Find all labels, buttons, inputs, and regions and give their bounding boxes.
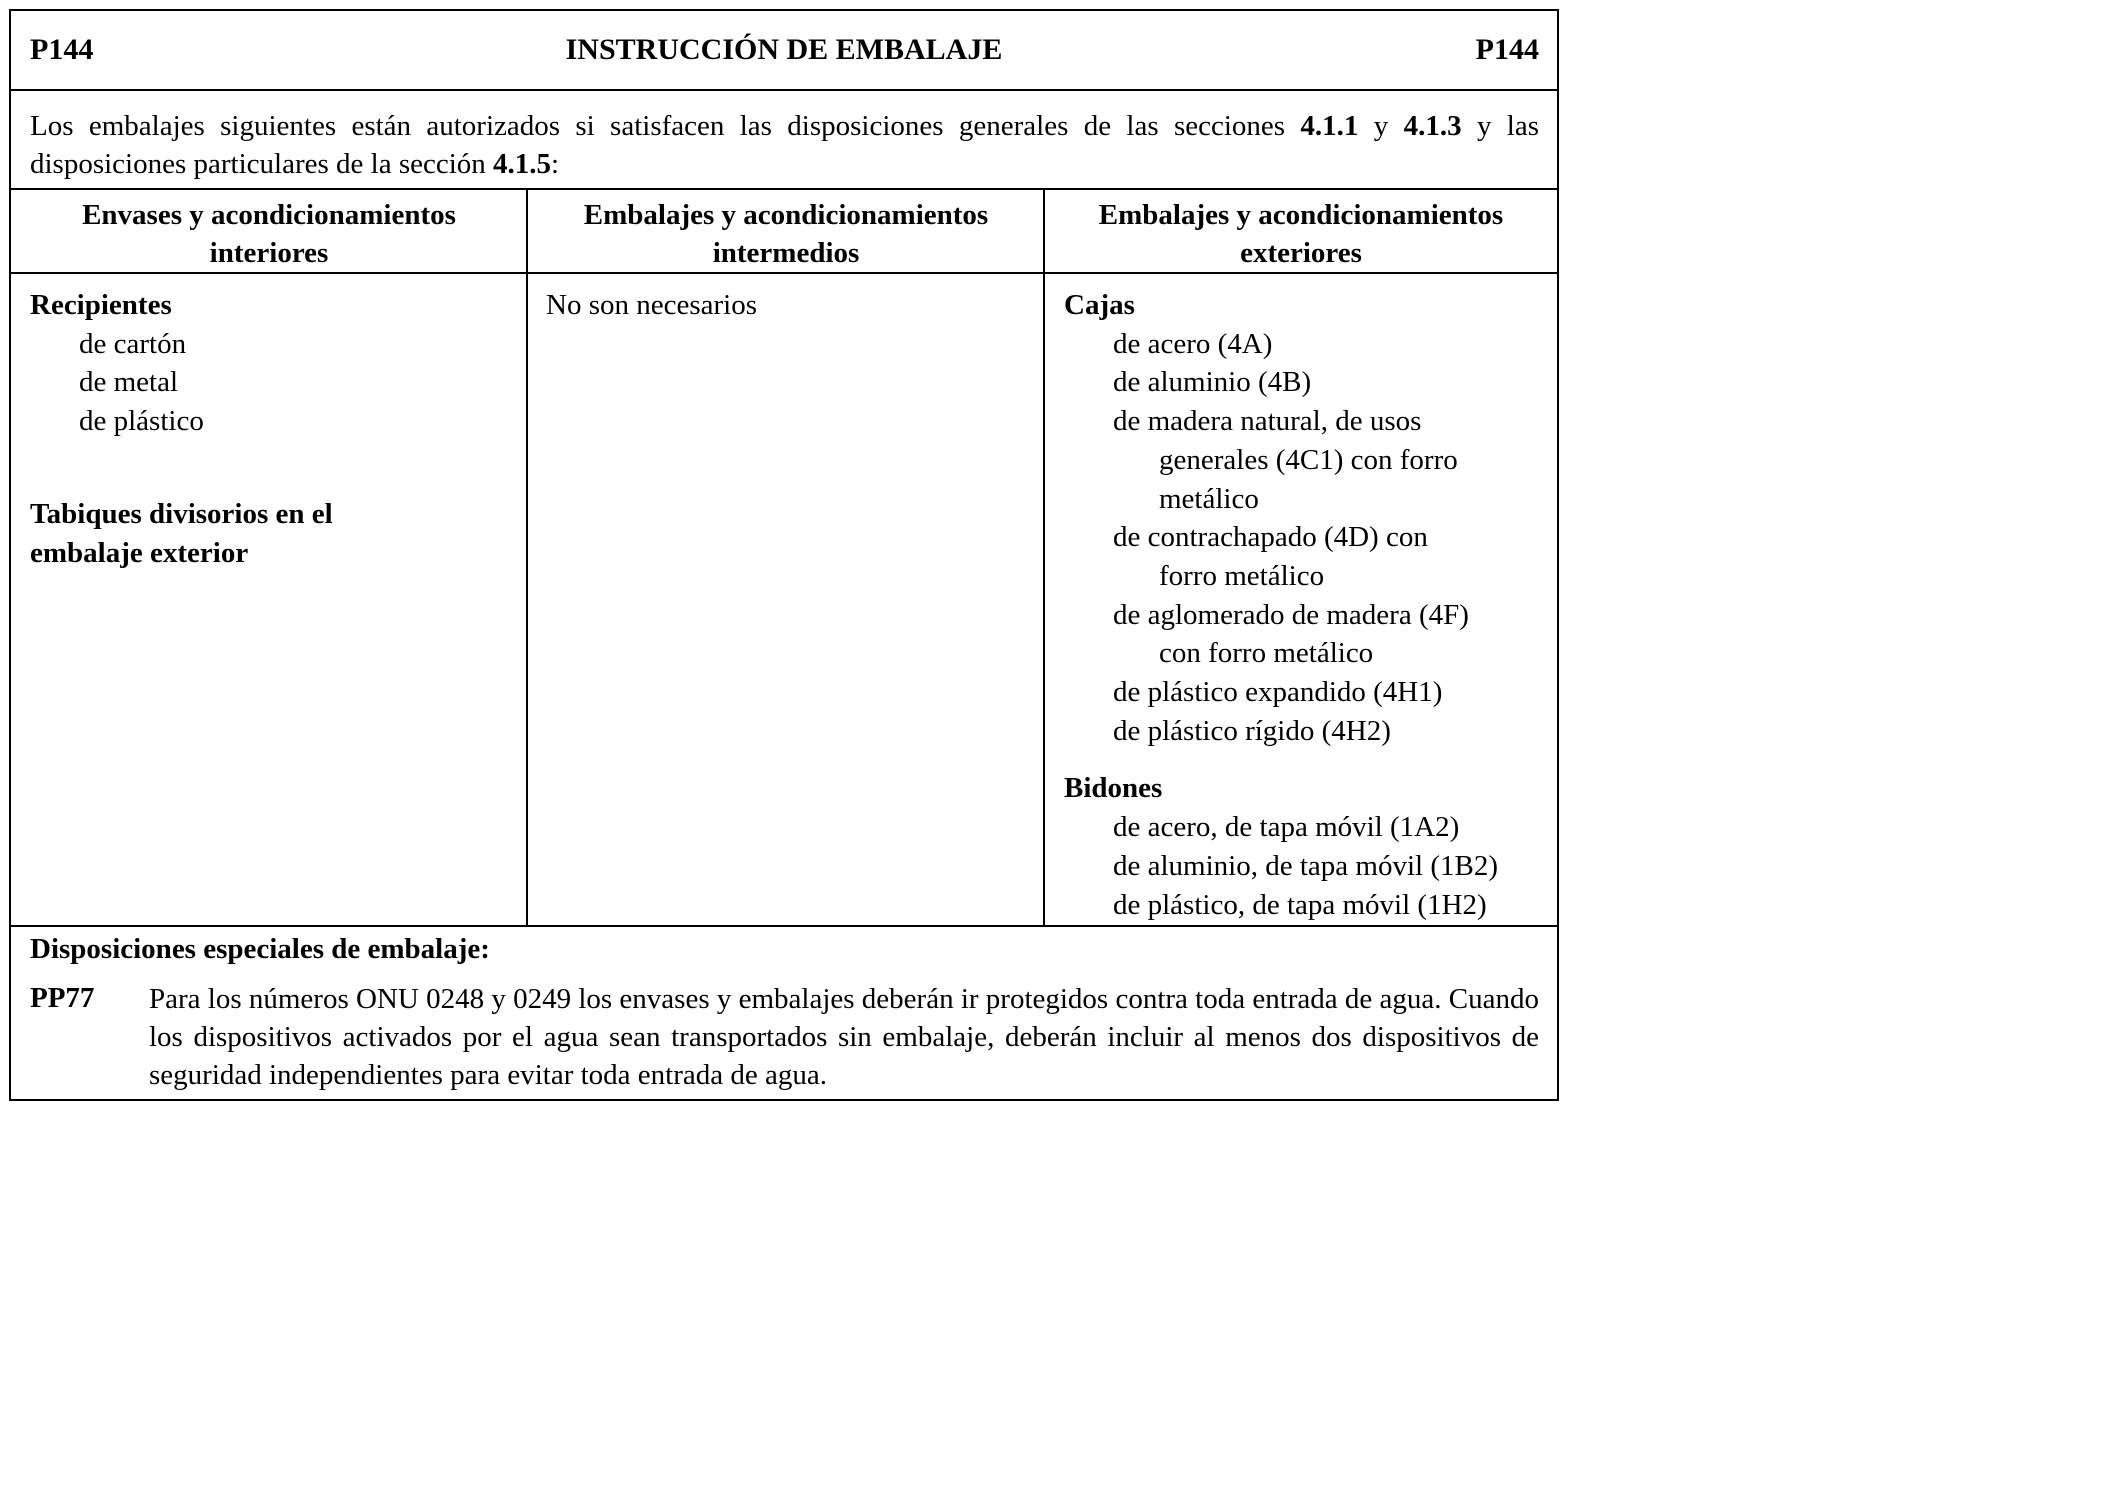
special-provisions-title: Disposiciones especiales de embalaje: bbox=[30, 933, 490, 965]
divider bbox=[11, 925, 1557, 927]
divider bbox=[11, 272, 1557, 274]
cell-text: No son necesarios bbox=[546, 289, 758, 321]
column-header-line: Envases y acondicionamientos bbox=[82, 199, 456, 231]
column-header-line: intermedios bbox=[712, 237, 860, 269]
intro-text: y bbox=[1358, 110, 1404, 142]
section-ref: 4.1.3 bbox=[1403, 110, 1462, 142]
column-header-line: Embalajes y acondicionamientos bbox=[583, 199, 989, 231]
list-item: de plástico expandido (4H1) bbox=[1113, 676, 1443, 709]
column-header-line: Embalajes y acondicionamientos bbox=[1098, 199, 1504, 231]
list-item: de madera natural, de usos bbox=[1113, 405, 1422, 438]
intro-text: y las disposiciones particulares de la sección bbox=[30, 110, 1539, 180]
provision-text: Para los números ONU 0248 y 0249 los envases y embalajes deberán ir protegidos contra toda entrada de agua. Cuando los dispositivos activados por el agua sean transportados sin embalaje, deberán incluir al menos dos dispositivos de seguridad independientes para evitar toda entrada de agua. bbox=[149, 983, 1540, 1091]
list-item: de aluminio, de tapa móvil (1B2) bbox=[1113, 849, 1498, 882]
divider bbox=[11, 188, 1557, 190]
list-item: de plástico bbox=[79, 405, 204, 438]
list-item: de plástico, de tapa móvil (1H2) bbox=[1113, 888, 1487, 921]
packing-instruction-table bbox=[9, 9, 1559, 1101]
list-item: metálico bbox=[1159, 482, 1259, 515]
page-title: INSTRUCCIÓN DE EMBALAJE bbox=[565, 33, 1003, 66]
column-divider bbox=[1043, 188, 1045, 927]
list-item: de plástico rígido (4H2) bbox=[1113, 714, 1391, 747]
cell-inner-packagings bbox=[30, 286, 510, 572]
column-header-outer bbox=[1045, 196, 1557, 274]
list-item: generales (4C1) con forro bbox=[1159, 443, 1458, 476]
intro-text: Los embalajes siguientes están autorizados si satisfacen las disposiciones generales de las secciones bbox=[30, 110, 1301, 142]
cell-intermediate-packagings bbox=[546, 286, 1026, 325]
intro-text: : bbox=[551, 148, 560, 180]
group-title: embalaje exterior bbox=[30, 536, 249, 569]
list-item: de cartón bbox=[79, 327, 187, 360]
group-title: Cajas bbox=[1064, 289, 1135, 321]
column-header-inner bbox=[11, 196, 527, 274]
instruction-code-left: P144 bbox=[30, 33, 94, 66]
list-item: forro metálico bbox=[1159, 559, 1325, 592]
list-item: de aglomerado de madera (4F) bbox=[1113, 598, 1469, 631]
column-header-line: interiores bbox=[209, 237, 329, 269]
cell-outer-packagings bbox=[1064, 286, 1544, 924]
list-item: con forro metálico bbox=[1159, 637, 1374, 670]
section-ref: 4.1.5 bbox=[493, 148, 552, 180]
list-item: de acero (4A) bbox=[1113, 327, 1273, 360]
column-divider bbox=[526, 188, 528, 927]
list-item: de contrachapado (4D) con bbox=[1113, 521, 1428, 554]
section-ref: 4.1.1 bbox=[1300, 110, 1359, 142]
group-title: Tabiques divisorios en el bbox=[30, 497, 333, 530]
column-header-intermediate bbox=[528, 196, 1044, 274]
column-header-line: exteriores bbox=[1240, 237, 1362, 269]
instruction-code-right: P144 bbox=[1475, 33, 1539, 66]
group-title: Bidones bbox=[1064, 772, 1163, 805]
title-row bbox=[11, 11, 1557, 89]
divider bbox=[11, 89, 1557, 91]
list-item: de aluminio (4B) bbox=[1113, 366, 1312, 399]
list-item: de metal bbox=[79, 366, 179, 399]
list-item: de acero, de tapa móvil (1A2) bbox=[1113, 811, 1460, 844]
group-title: Recipientes bbox=[30, 289, 172, 321]
intro-paragraph bbox=[30, 107, 1539, 183]
provision-code: PP77 bbox=[30, 982, 95, 1014]
